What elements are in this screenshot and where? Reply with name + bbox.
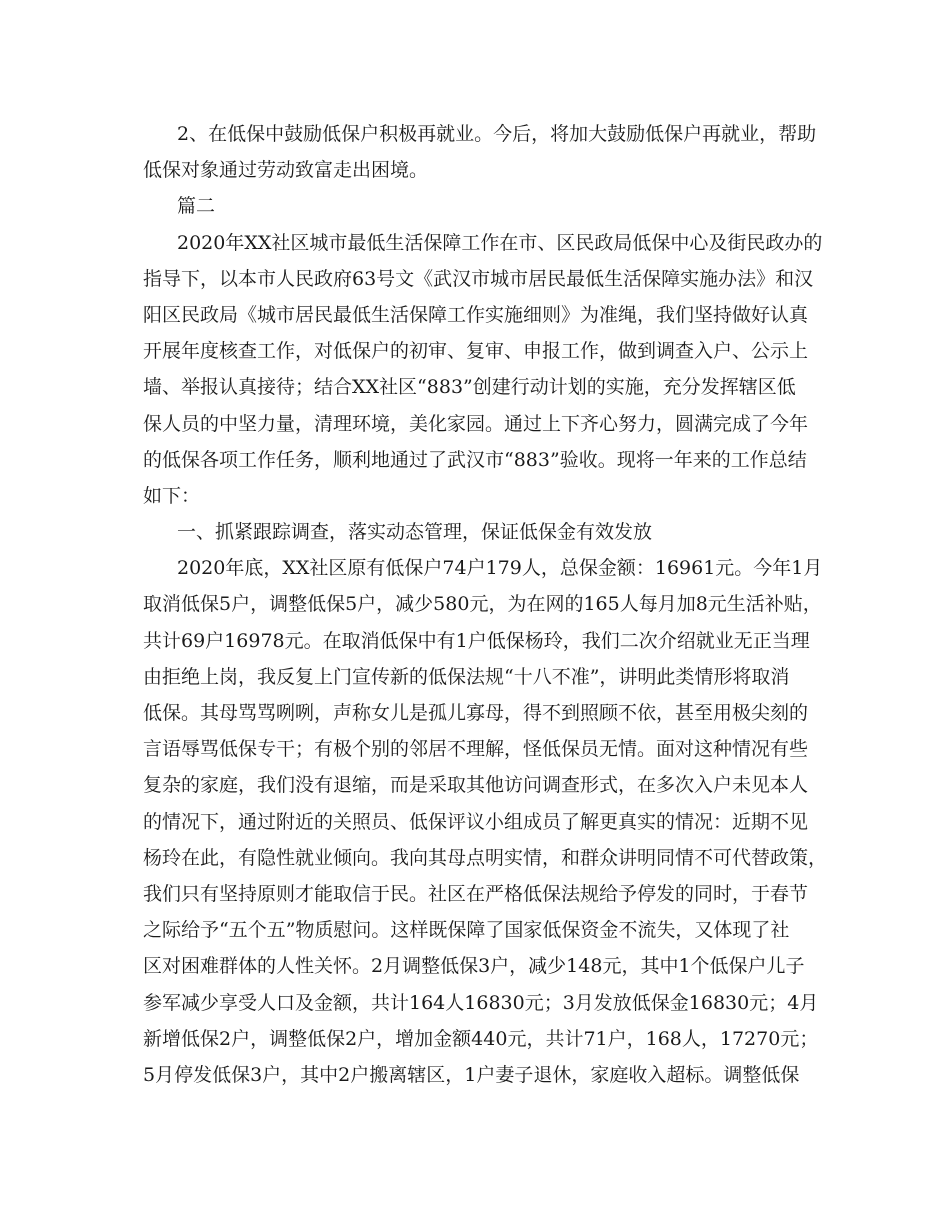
text-line: 低保对象通过劳动致富走出困境。 bbox=[143, 159, 429, 182]
text-line: 取消低保5户，调整低保5户，减少580元，为在网的165人每月加8元生活补贴， bbox=[143, 593, 822, 616]
text-line: 言语辱骂低保专干；有极个别的邻居不理解，怪低保员无情。面对这种情况有些 bbox=[143, 738, 809, 761]
document-body bbox=[143, 116, 828, 1093]
text-line: 由拒绝上岗，我反复上门宣传新的低保法规“十八不准”，讲明此类情形将取消 bbox=[143, 665, 790, 688]
text-line: 我们只有坚持原则才能取信于民。社区在严格低保法规给予停发的同时，于春节 bbox=[143, 882, 809, 905]
text-line: 开展年度核查工作，对低保户的初审、复审、申报工作，做到调查入户、公示上 bbox=[143, 340, 809, 363]
text-line: 之际给予“五个五”物质慰问。这样既保障了国家低保资金不流失，又体现了社 bbox=[143, 919, 790, 942]
text-line: 2020年底，XX社区原有低保户74户179人，总保金额：16961元。今年1月 bbox=[177, 557, 823, 580]
text-line: 2、在低保中鼓励低保户积极再就业。今后，将加大鼓励低保户再就业，帮助 bbox=[177, 123, 817, 145]
text-line: 5月停发低保3户，其中2户搬离辖区，1户妻子退休，家庭收入超标。调整低保 bbox=[143, 1063, 800, 1086]
text-line: 墙、举报认真接待；结合XX社区“883”创建行动计划的实施，充分发挥辖区低 bbox=[143, 376, 796, 399]
text-line: 的情况下，通过附近的关照员、低保评议小组成员了解更真实的情况：近期不见 bbox=[143, 810, 809, 833]
section-heading: 篇二 bbox=[177, 195, 216, 218]
text-line: 新增低保2户，调整低保2户，增加金额440元，共计71户，168人，17270元； bbox=[143, 1027, 819, 1050]
text-line: 参军减少享受人口及金额，共计164人16830元；3月发放低保金16830元；4月 bbox=[143, 991, 819, 1014]
text-line: 复杂的家庭，我们没有退缩，而是采取其他访问调查形式，在多次入户未见本人 bbox=[143, 774, 809, 797]
text-line: 区对困难群体的人性关怀。2月调整低保3户，减少148元，其中1个低保户儿子 bbox=[143, 955, 805, 978]
text-line: 共计69户16978元。在取消低保中有1户低保杨玲，我们二次介绍就业无正当理 bbox=[143, 629, 810, 652]
text-line: 如下： bbox=[143, 484, 201, 507]
text-line: 阳区民政局《城市居民最低生活保障工作实施细则》为准绳，我们坚持做好认真 bbox=[143, 303, 809, 326]
text-line: 保人员的中坚力量，清理环境，美化家园。通过上下齐心努力，圆满完成了今年 bbox=[143, 412, 809, 435]
text-line: 指导下，以本市人民政府63号文《武汉市城市居民最低生活保障实施办法》和汉 bbox=[143, 267, 814, 290]
section-heading: 一、抓紧跟踪调查，落实动态管理，保证低保金有效发放 bbox=[177, 521, 653, 544]
text-line: 低保。其母骂骂咧咧，声称女儿是孤儿寡母，得不到照顾不依，甚至用极尖刻的 bbox=[143, 702, 809, 724]
text-line: 的低保各项工作任务，顺利地通过了武汉市“883”验收。现将一年来的工作总结 bbox=[143, 448, 807, 471]
text-line: 杨玲在此，有隐性就业倾向。我向其母点明实情，和群众讲明同情不可代替政策， bbox=[143, 846, 828, 869]
text-line: 2020年XX社区城市最低生活保障工作在市、区民政局低保中心及街民政办的 bbox=[177, 231, 823, 254]
